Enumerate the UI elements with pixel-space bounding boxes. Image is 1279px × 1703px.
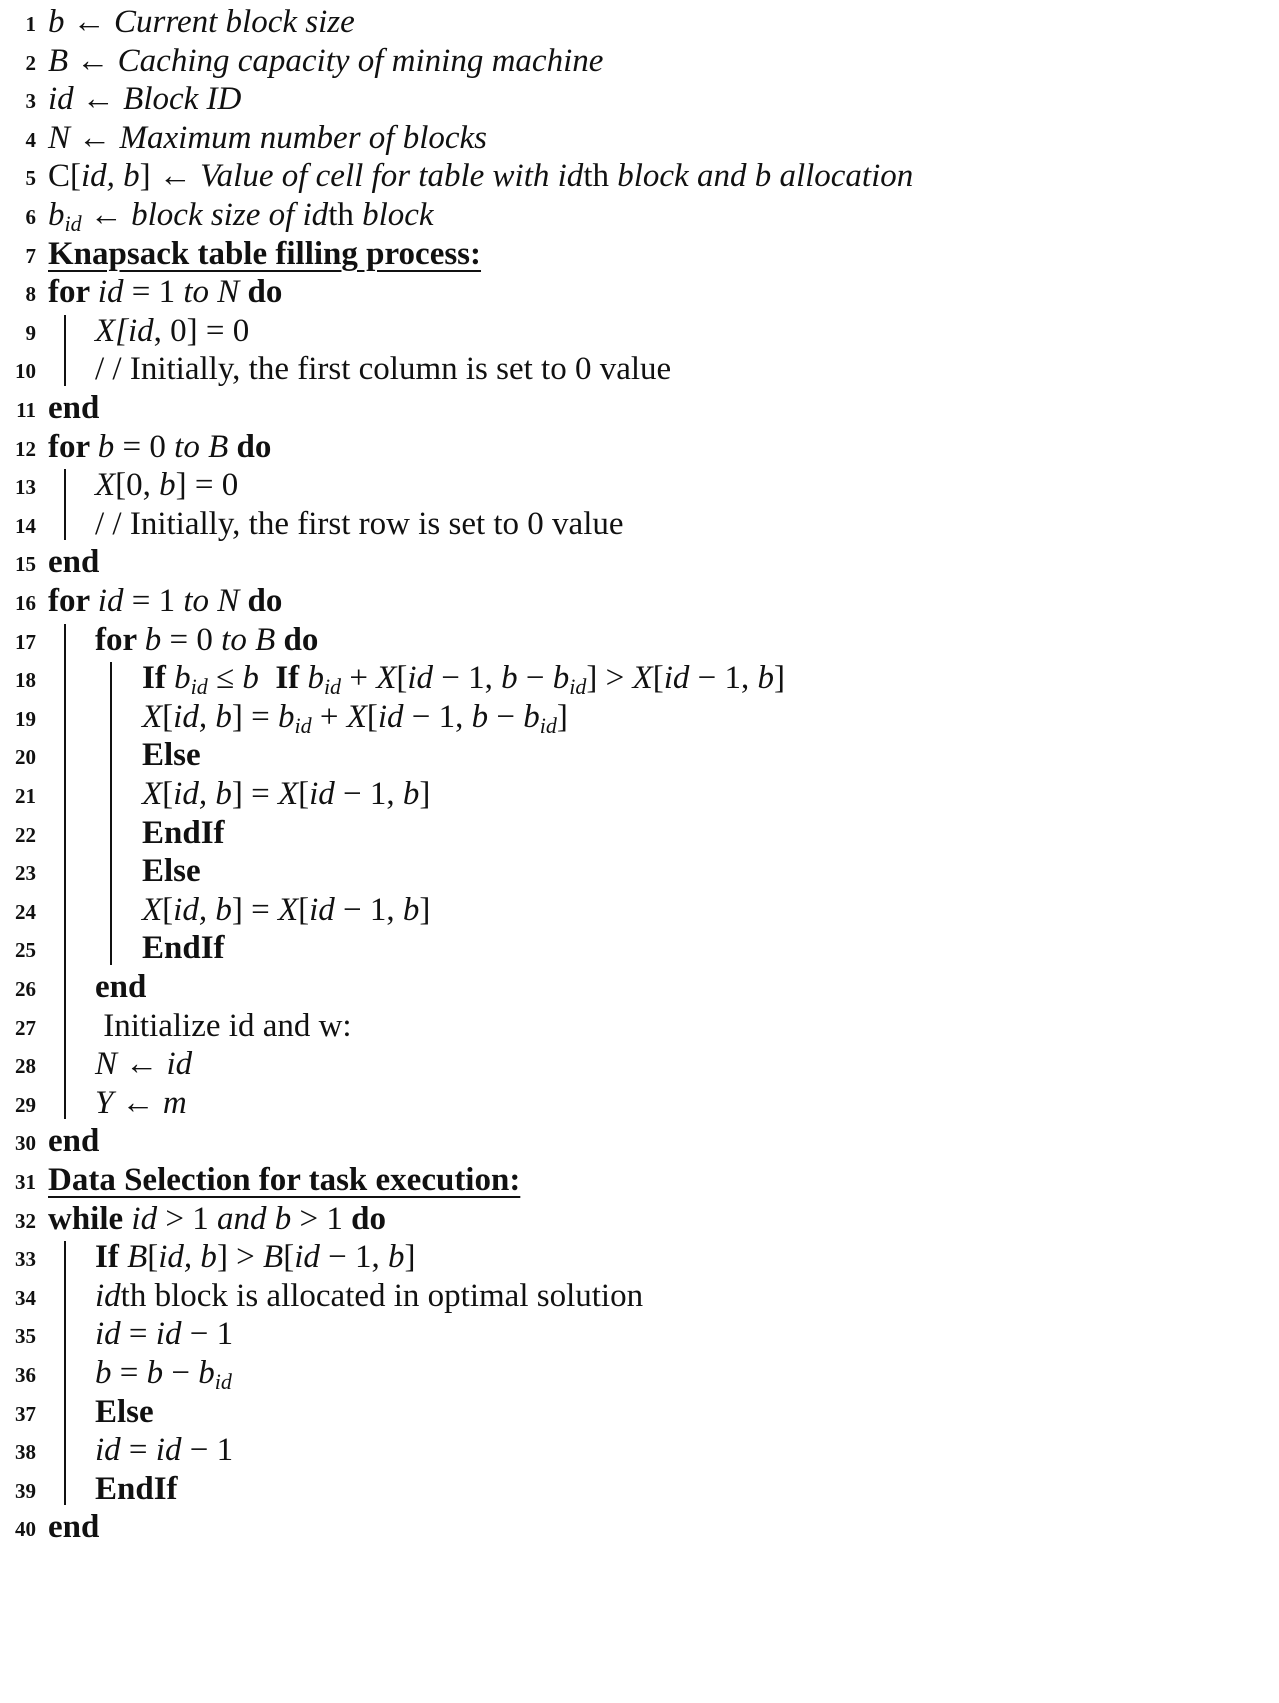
line-code [48,542,99,583]
code-text: N ← id [95,1046,193,1083]
code-text: id [407,660,434,697]
keyword: If [142,660,175,697]
code-text: th [583,158,618,195]
keyword: EndIf [142,930,225,967]
keyword: Else [142,853,201,890]
line-number: 16 [15,591,36,615]
code-text: b [174,660,191,697]
line-number: 24 [15,899,36,924]
code-text: b [97,428,115,465]
code-text: X [277,776,299,812]
line-code [95,465,238,506]
code-text: b [552,660,570,697]
code-text: id ← Block ID [48,81,242,118]
line-number: 23 [15,861,36,886]
code-text: id [294,1239,320,1276]
code-text: id, b [173,776,232,812]
code-text: X [632,660,653,697]
line-number: 35 [15,1324,36,1349]
block-scope-line [64,469,66,540]
code-text: C[ [48,158,81,195]
line-code [95,1276,643,1317]
line-code [48,118,487,159]
keyword: Data Selection for task execution: [48,1162,521,1198]
code-text: Y ← m [95,1084,187,1121]
code-text: id, b [158,1239,217,1276]
line-code [142,658,785,699]
line-code [142,697,568,738]
code-text: / / Initially, the first row is set to 0 value [95,505,624,542]
keyword: do [275,621,319,658]
line-number: 1 [25,12,36,36]
code-text: ] [556,698,568,735]
line-number: 18 [15,668,36,693]
line-code [48,234,481,275]
line-number: 32 [15,1208,36,1233]
keyword: EndIf [142,814,225,851]
algorithm-line [0,118,1279,159]
code-text: X [277,891,299,928]
line-code [48,195,434,236]
code-text: id [95,1432,121,1469]
algorithm-line [0,735,1279,776]
algorithm-line [0,851,1279,892]
line-code [48,2,355,43]
line-code [95,1469,178,1510]
keyword: id [214,1369,232,1394]
code-text: = [120,1432,156,1469]
line-number: 5 [25,166,36,191]
code-text: b [95,1355,112,1391]
code-text: X [142,776,163,812]
code-text: B [127,1239,148,1276]
line-number: 36 [15,1363,36,1387]
algorithm-line [0,697,1279,738]
code-text: > 1 [291,1200,352,1237]
line-number: 3 [25,89,36,114]
keyword: while [48,1200,132,1237]
code-text: − [517,660,553,697]
code-text: ] > [216,1239,264,1276]
keyword: do [239,583,283,619]
algorithm-line [0,1314,1279,1355]
code-text: [ [162,891,174,928]
keyword: do [228,428,272,465]
keyword: do [351,1200,386,1237]
algorithm-line [0,156,1279,197]
code-text: X[ [95,312,128,349]
block-scope-line [110,662,112,965]
line-number: 2 [25,50,36,75]
code-text: b [388,1239,405,1276]
code-text: b [307,660,324,697]
algorithm-line [0,1469,1279,1510]
algorithm-line [0,620,1279,661]
line-number: 33 [15,1247,36,1272]
code-text: = 0 [114,428,175,465]
code-text: ≤ [207,660,243,697]
code-text: ] [419,776,431,812]
keyword: id [539,712,557,738]
keyword: for [48,274,98,311]
code-text: th [328,197,363,233]
keyword: Knapsack table filling process: [48,235,482,272]
keyword: end [95,969,147,1005]
line-number: 30 [15,1131,36,1156]
code-text: b [242,660,259,697]
code-text: b [48,197,65,233]
code-text: b [198,1355,215,1391]
line-number: 19 [15,706,36,731]
line-number: 13 [15,475,36,500]
keyword: end [48,390,100,426]
line-code [95,1006,352,1047]
code-text: id [155,1432,182,1469]
algorithm-line [0,388,1279,429]
code-text: ← [81,197,132,233]
code-text: Initialize id and w: [95,1007,352,1044]
line-number: 12 [15,436,36,461]
line-code [48,388,99,429]
code-text: to N [183,583,240,619]
line-code [48,581,282,622]
code-text: block size of id [131,197,329,233]
line-number: 6 [25,205,36,229]
code-text: ] ← [139,158,201,195]
line-number: 29 [15,1092,36,1117]
code-text: th block is allocated in optimal solution [120,1277,644,1314]
line-number: 38 [15,1440,36,1465]
algorithm-line [0,272,1279,313]
block-scope-line [64,1241,66,1505]
code-text: N ← Maximum number of blocks [48,119,488,156]
keyword: id [294,712,312,738]
line-code [142,774,430,815]
algorithm-line [0,41,1279,82]
code-text: − 1, [319,1239,389,1276]
line-number: 8 [25,282,36,307]
code-text: − 1, [433,660,502,697]
line-code [95,504,624,545]
line-code [48,272,282,313]
line-number: 11 [16,398,36,422]
algorithm-line [0,1237,1279,1278]
algorithm-line [0,1083,1279,1124]
algorithm-line [0,1044,1279,1085]
code-text: [ [283,1239,295,1276]
algorithm-line [0,195,1279,236]
line-code [95,967,146,1008]
code-text: ] [773,660,785,697]
code-text: b [402,891,420,928]
code-text: id [95,1316,121,1353]
algorithm-line [0,890,1279,931]
algorithm-line [0,1121,1279,1162]
line-number: 7 [25,243,36,268]
code-text: − [488,698,524,735]
line-number: 28 [15,1054,36,1079]
line-number: 21 [15,784,36,808]
line-code [142,890,430,931]
algorithm-line [0,1199,1279,1240]
line-code [142,735,201,776]
line-number: 10 [15,359,36,384]
algorithm-line [0,813,1279,854]
algorithm-line [0,2,1279,43]
keyword: id [569,674,587,700]
code-text: ] = [231,891,278,928]
keyword: Else [95,1393,154,1430]
algorithm-line [0,427,1279,468]
keyword: EndIf [95,1470,178,1507]
keyword: for [48,428,98,465]
code-text: [ [366,698,378,735]
line-number: 39 [15,1478,36,1503]
algorithm-line [0,311,1279,352]
block-scope-line [64,624,66,1120]
code-text: − 1, [403,698,472,735]
code-text: b [146,1355,164,1391]
code-text: id [131,1200,158,1237]
line-number: 31 [15,1170,36,1194]
keyword: for [48,583,98,619]
code-text: b [757,660,774,697]
line-code [95,1392,154,1433]
code-text: id [95,1277,121,1314]
code-text: [ [162,776,174,812]
code-text: [ [147,1239,159,1276]
algorithm-line [0,1507,1279,1548]
line-code [142,851,201,892]
line-code [95,620,318,661]
code-text: [ [396,660,408,697]
code-text: and b [216,1200,292,1237]
algorithm-line [0,234,1279,275]
line-number: 26 [15,977,36,1001]
code-text: = 0 [161,621,222,658]
code-text: = [111,1355,147,1391]
code-text: id, b [173,891,232,928]
code-text: [0, [115,467,160,504]
line-code [95,1353,232,1394]
code-text: ] > [586,660,633,697]
code-text: to B [174,428,229,465]
code-text: to B [221,621,276,658]
line-code [95,1430,233,1471]
code-text: X [95,467,116,504]
code-text: block and b allocation [617,158,914,195]
code-text: − 1 [181,1432,234,1469]
keyword: id [323,674,342,700]
code-text: b [402,776,420,812]
line-code [48,1507,99,1548]
line-number: 25 [15,938,36,963]
line-number: 27 [15,1015,36,1040]
code-text: ] = [231,776,278,812]
code-text: id [309,776,335,812]
code-text: X [142,698,163,735]
code-text: , 0] = 0 [153,312,250,349]
code-text: id [155,1316,182,1353]
code-text: block [362,197,434,233]
algorithm-line [0,504,1279,545]
algorithm-line [0,1160,1279,1201]
algorithm-line [0,1276,1279,1317]
code-text: id, b [81,158,140,195]
code-text: id [128,312,154,349]
code-text: b [277,698,295,735]
line-number: 22 [15,822,36,847]
code-text: X [142,891,163,928]
code-text: X [346,698,367,735]
code-text: id, b [173,698,232,735]
keyword: Else [142,737,201,774]
code-text: − [163,1355,199,1391]
line-number: 37 [15,1401,36,1426]
line-code [48,1160,520,1201]
keyword: If [258,660,308,697]
algorithm-line [0,349,1279,390]
line-code [95,1237,416,1278]
code-text: = [120,1316,156,1353]
line-code [48,41,603,82]
keyword: end [48,1509,100,1546]
code-text: − 1 [181,1316,234,1353]
code-text: B ← Caching capacity of mining machine [48,42,604,79]
line-code [48,156,913,197]
code-text: b [501,660,518,697]
code-text: b [471,698,489,735]
line-number: 4 [25,127,36,152]
code-text: − 1, [334,891,403,928]
line-code [48,1199,386,1240]
block-scope-line [64,315,66,386]
algorithm-line [0,79,1279,120]
algorithm-line [0,658,1279,699]
keyword: id [64,211,82,236]
code-text: b ← Current block size [48,4,355,40]
code-text: b [159,467,176,504]
code-text: b [523,698,540,735]
code-text: ] [419,891,431,928]
code-text: id [97,274,124,311]
code-text: − 1, [689,660,758,697]
keyword: id [190,674,208,700]
line-code [95,1044,192,1085]
code-text: ] [404,1239,416,1276]
code-text: id [309,891,335,928]
keyword: do [239,274,283,311]
line-number: 14 [15,513,36,538]
code-text: B [263,1239,284,1276]
code-text: / / Initially, the first column is set to 0 value [95,351,672,388]
line-code [95,1314,233,1355]
line-code [95,1083,187,1124]
algorithm-line [0,542,1279,583]
code-text: to N [183,274,240,311]
code-text: [ [652,660,664,697]
line-number: 15 [15,552,36,577]
code-text: = 1 [123,583,184,619]
line-number: 17 [15,629,36,654]
code-text: Value of cell for table with id [200,158,584,195]
code-text: [ [298,891,310,928]
algorithm-line [0,581,1279,622]
algorithm-line [0,1392,1279,1433]
keyword: If [95,1239,128,1276]
code-text: = 1 [123,274,184,311]
line-number: 40 [15,1517,36,1542]
algorithm-line [0,1430,1279,1471]
algorithm-line [0,1006,1279,1047]
code-text: id [97,583,124,619]
algorithm-line [0,928,1279,969]
code-text: − 1, [334,776,403,812]
line-number: 9 [25,320,36,345]
code-text: [ [162,698,174,735]
code-text: id [663,660,690,697]
line-code [48,427,271,468]
keyword: end [48,544,100,581]
line-number: 20 [15,745,36,770]
line-code [142,928,225,969]
code-text: b [144,621,162,658]
code-text: [ [298,776,310,812]
code-text: X [376,660,397,697]
line-number: 34 [15,1285,36,1310]
keyword: end [48,1123,100,1160]
algorithm-line [0,1353,1279,1394]
code-text: id [377,698,404,735]
line-code [48,79,241,120]
algorithm-line [0,774,1279,815]
line-code [95,349,671,390]
code-text: > 1 [157,1200,217,1237]
line-code [48,1121,99,1162]
code-text: + [311,698,347,735]
line-code [142,813,225,854]
code-text: + [341,660,377,697]
algorithm-line [0,465,1279,506]
keyword: for [95,621,145,658]
code-text: ] = [231,698,278,735]
line-code [95,311,249,352]
algorithm-line [0,967,1279,1008]
code-text: ] = 0 [175,467,239,504]
